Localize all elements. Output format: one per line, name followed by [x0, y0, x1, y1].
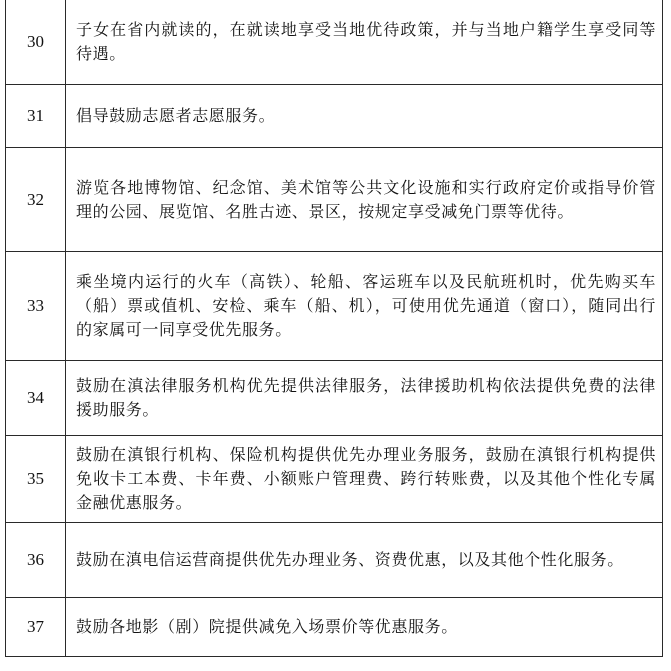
row-text: 子女在省内就读的，在就读地享受当地优待政策，并与当地户籍学生享受同等待遇。: [66, 0, 663, 85]
table-row: [6, 523, 663, 598]
table-row: [6, 85, 663, 148]
table-row: [6, 252, 663, 361]
row-number: 31: [6, 85, 66, 148]
row-text: 鼓励在滇电信运营商提供优先办理业务、资费优惠，以及其他个性化服务。: [66, 523, 663, 598]
row-number: 37: [6, 598, 66, 657]
row-text: 游览各地博物馆、纪念馆、美术馆等公共文化设施和实行政府定价或指导价管理的公园、展览馆、名胜古迹、景区，按规定享受减免门票等优待。: [66, 148, 663, 252]
table-row: [6, 361, 663, 436]
row-number: 33: [6, 252, 66, 361]
table-row: [6, 436, 663, 523]
row-text: 鼓励在滇银行机构、保险机构提供优先办理业务服务，鼓励在滇银行机构提供免收卡工本费、卡年费、小额账户管理费、跨行转账费，以及其他个性化专属金融优惠服务。: [66, 436, 663, 523]
table-row: [6, 0, 663, 85]
row-number: 36: [6, 523, 66, 598]
row-text: 鼓励各地影（剧）院提供减免入场票价等优惠服务。: [66, 598, 663, 657]
row-number: 30: [6, 0, 66, 85]
row-text: 倡导鼓励志愿者志愿服务。: [66, 85, 663, 148]
table-row: [6, 148, 663, 252]
benefits-table: [5, 0, 663, 657]
row-number: 32: [6, 148, 66, 252]
row-number: 34: [6, 361, 66, 436]
row-number: 35: [6, 436, 66, 523]
table-row: [6, 598, 663, 657]
row-text: 乘坐境内运行的火车（高铁）、轮船、客运班车以及民航班机时，优先购买车（船）票或值机、安检、乘车（船、机），可使用优先通道（窗口），随同出行的家属可一同享受优先服务。: [66, 252, 663, 361]
row-text: 鼓励在滇法律服务机构优先提供法律服务，法律援助机构依法提供免费的法律援助服务。: [66, 361, 663, 436]
